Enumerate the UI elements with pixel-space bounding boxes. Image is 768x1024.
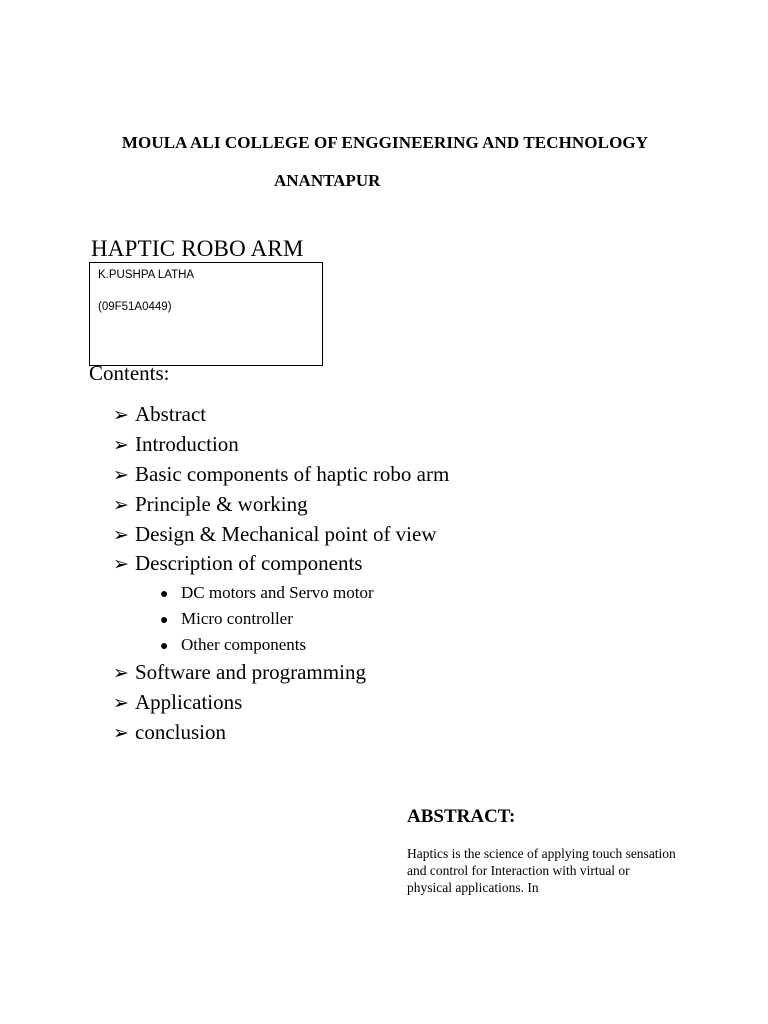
- toc-item-label: Design & Mechanical point of view: [135, 522, 437, 546]
- toc-sub-item: [160, 609, 293, 629]
- document-title: HAPTIC ROBO ARM: [91, 236, 304, 261]
- toc-item: [113, 402, 206, 427]
- college-name: MOULA ALI COLLEGE OF ENGGINEERING AND TECHNOLOGY: [121, 133, 649, 152]
- toc-item: [113, 462, 449, 487]
- arrow-bullet-icon: ➢: [113, 465, 129, 486]
- round-bullet-icon: ●: [160, 587, 169, 602]
- toc-item-label: Description of components: [135, 551, 363, 575]
- abstract-text: Haptics is the science of applying touch sensation and control for Interaction with virtual or physical applications. In: [407, 846, 676, 895]
- toc-item: [113, 690, 242, 715]
- toc-item: [113, 522, 437, 547]
- arrow-bullet-icon: ➢: [113, 693, 129, 714]
- arrow-bullet-icon: ➢: [113, 435, 129, 456]
- toc-sub-item-label: Micro controller: [181, 609, 293, 628]
- toc-item-label: conclusion: [135, 720, 226, 744]
- arrow-bullet-icon: ➢: [113, 663, 129, 684]
- toc-item: [113, 660, 366, 685]
- toc-item-label: Basic components of haptic robo arm: [135, 462, 450, 486]
- arrow-bullet-icon: ➢: [113, 405, 129, 426]
- round-bullet-icon: ●: [160, 639, 169, 654]
- author-text-box: [89, 262, 323, 366]
- toc-item-label: Abstract: [135, 402, 207, 426]
- contents-heading: Contents:: [89, 361, 170, 385]
- arrow-bullet-icon: ➢: [113, 723, 129, 744]
- arrow-bullet-icon: ➢: [113, 495, 129, 516]
- round-bullet-icon: ●: [160, 613, 169, 628]
- toc-sub-item-label: DC motors and Servo motor: [181, 583, 374, 602]
- author-name: K.PUSHPA LATHA: [98, 269, 195, 281]
- author-roll-number: (09F51A0449): [98, 301, 172, 313]
- toc-sub-item: [160, 635, 306, 655]
- toc-item-label: Principle & working: [135, 492, 308, 516]
- abstract-heading: ABSTRACT:: [407, 806, 516, 827]
- toc-sub-item-label: Other components: [181, 635, 307, 654]
- college-city: ANANTAPUR: [274, 171, 381, 190]
- arrow-bullet-icon: ➢: [113, 525, 129, 546]
- toc-item: [113, 720, 226, 745]
- toc-item-label: Software and programming: [135, 660, 366, 684]
- toc-item-label: Introduction: [135, 432, 239, 456]
- toc-item: [113, 492, 308, 517]
- toc-item: [113, 432, 239, 457]
- toc-item-label: Applications: [135, 690, 243, 714]
- toc-sub-item: [160, 583, 374, 603]
- toc-item: [113, 551, 362, 576]
- arrow-bullet-icon: ➢: [113, 554, 129, 575]
